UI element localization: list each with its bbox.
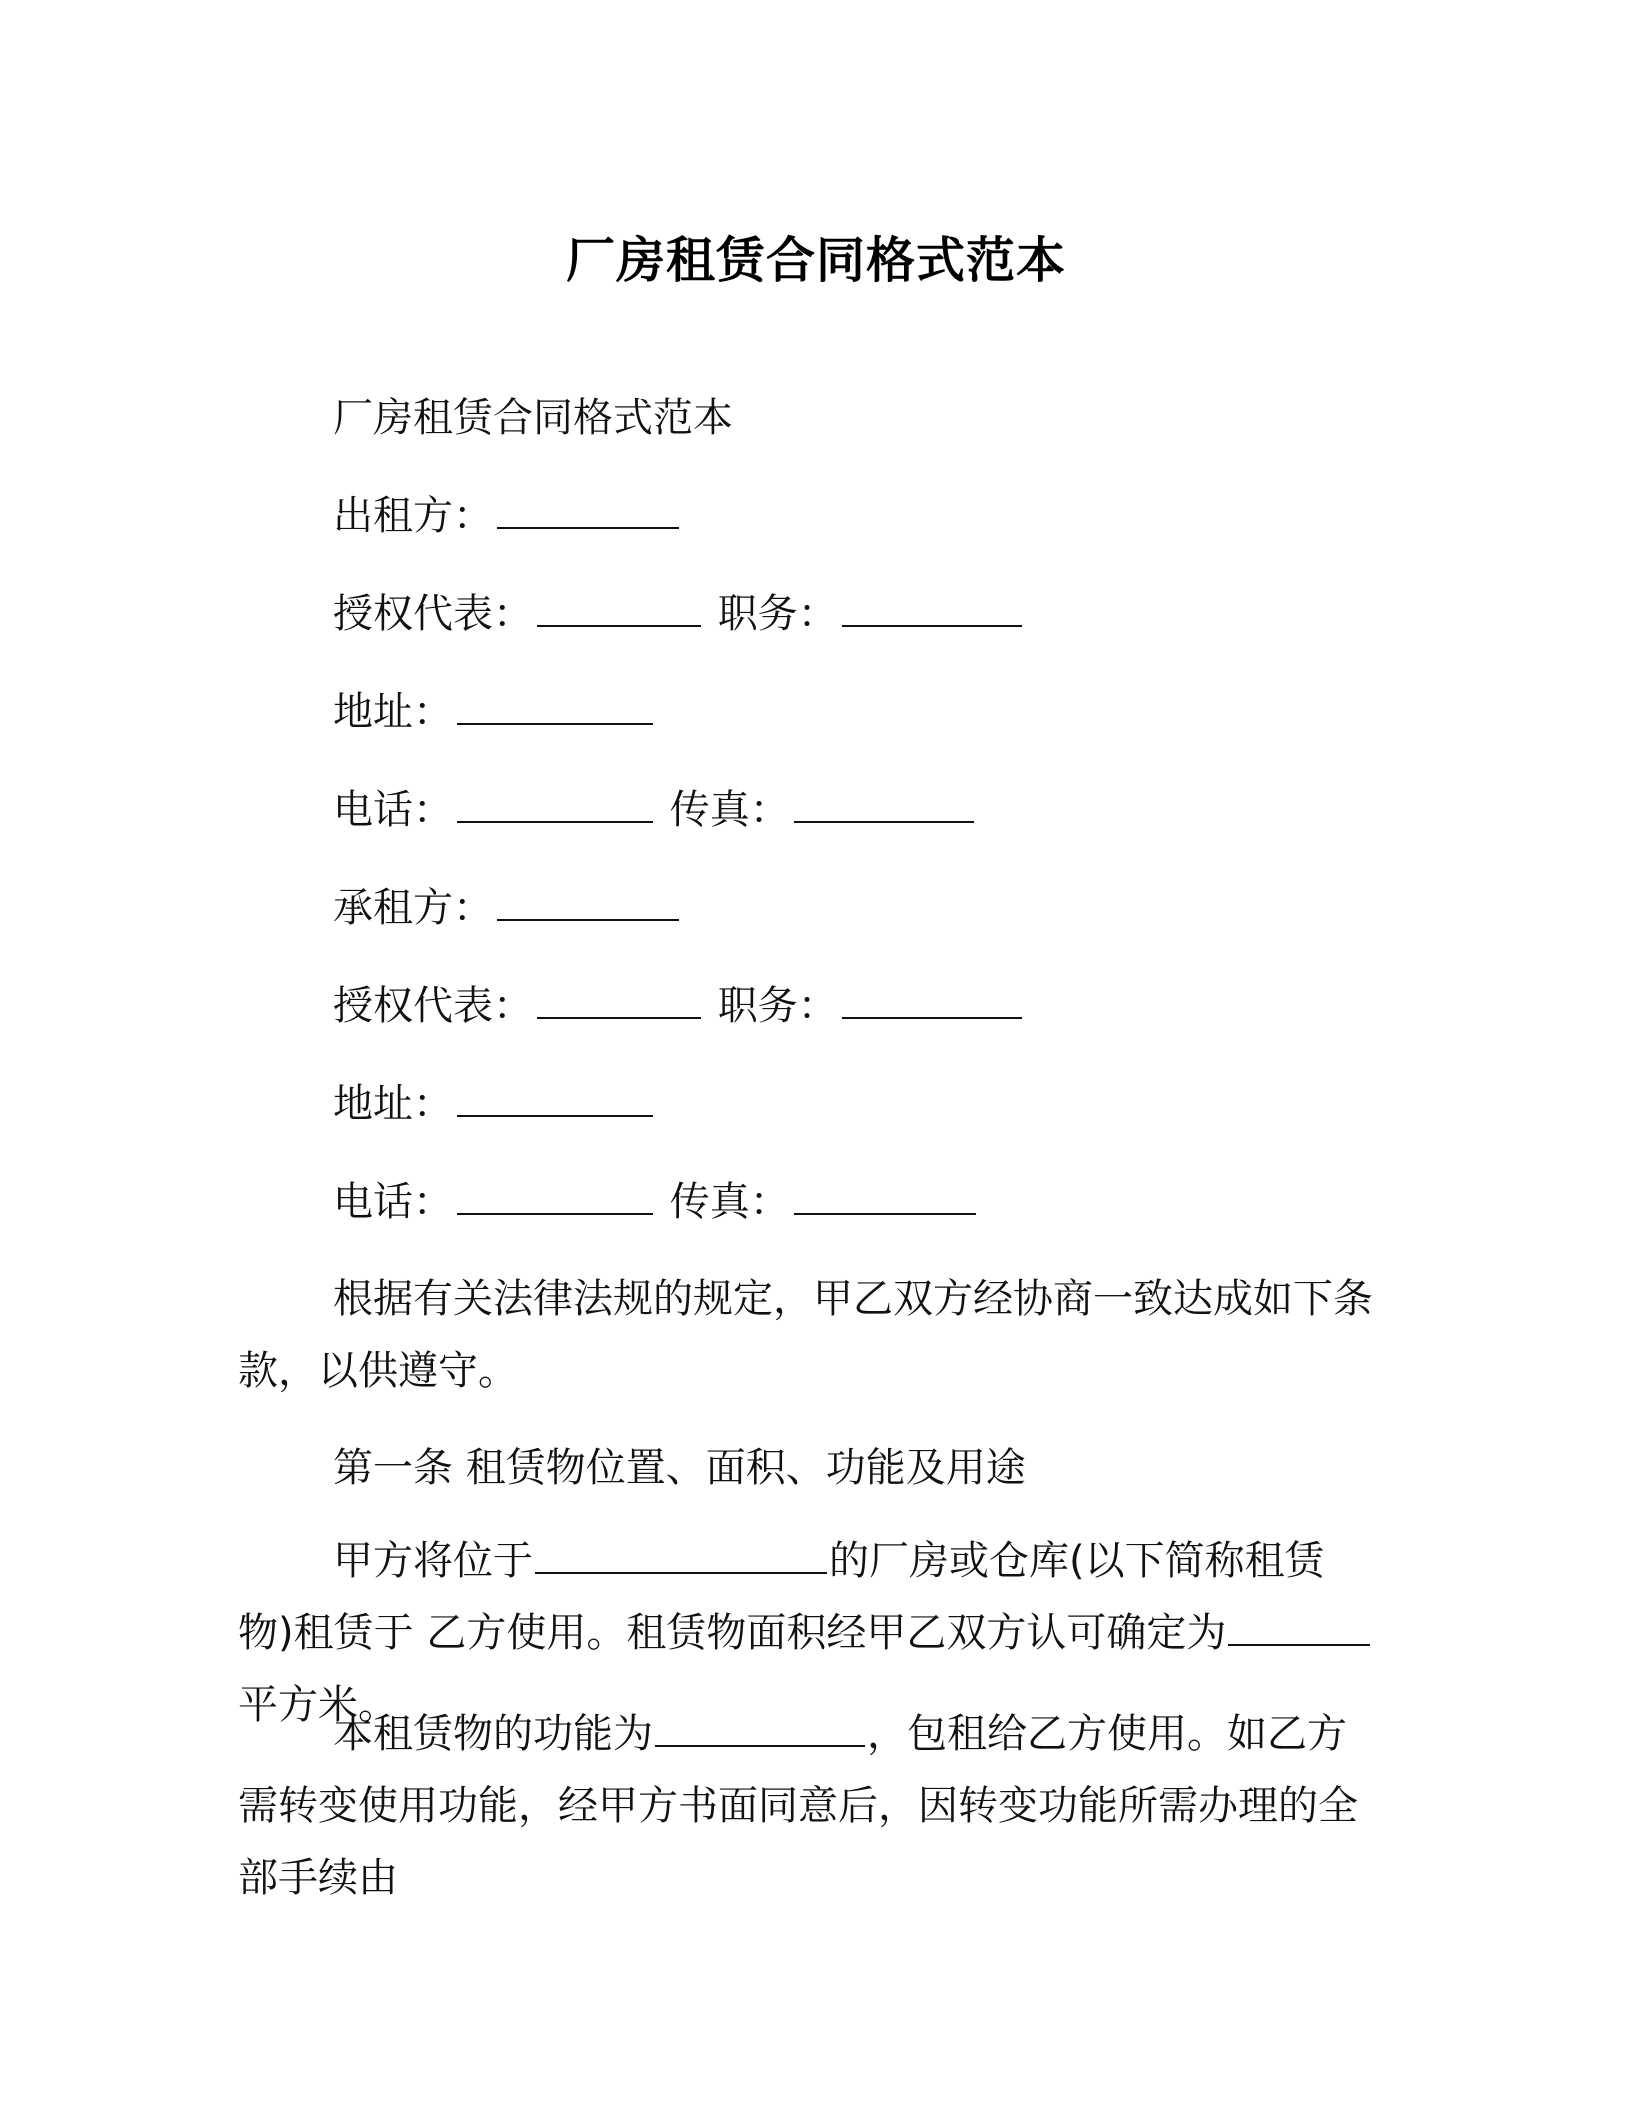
article1-paragraph-2 — [238, 1698, 1378, 1914]
p2-text-1: 本租赁物的功能为 — [333, 1711, 653, 1757]
lessor-name-label: 出租方： — [333, 493, 493, 539]
document-title: 厂房租赁合同格式范本 — [565, 232, 1066, 289]
function-blank[interactable] — [655, 1707, 865, 1747]
lessee-address-label: 地址： — [333, 1081, 453, 1127]
lessee-rep-blank[interactable] — [537, 977, 701, 1019]
p1-text-1: 甲方将位于 — [333, 1538, 533, 1584]
lessor-rep-label: 授权代表： — [333, 591, 533, 637]
p1-text-3: 平方米。 — [238, 1682, 398, 1728]
lessor-phone-blank[interactable] — [457, 781, 653, 823]
lessor-fax-label: 传真： — [669, 787, 790, 833]
lessee-address-line — [333, 1075, 657, 1132]
lessor-rep-line — [333, 585, 1026, 642]
lessee-position-label: 职务： — [717, 983, 838, 1029]
article1-heading: 第一条 租赁物位置、面积、功能及用途 — [333, 1445, 1026, 1491]
lessor-address-blank[interactable] — [457, 683, 653, 725]
location-blank[interactable] — [535, 1534, 827, 1574]
lessee-name-blank[interactable] — [497, 879, 679, 921]
p1-text-2: 的厂房或仓库(以下简称租赁物)租赁于 乙方使用。租赁物面积经甲乙双方认可确定为 — [238, 1538, 1325, 1656]
subtitle-line — [333, 390, 733, 446]
lessor-phone-label: 电话： — [333, 787, 453, 833]
lessor-fax-blank[interactable] — [794, 781, 974, 823]
lessee-fax-blank[interactable] — [794, 1173, 976, 1215]
subtitle: 厂房租赁合同格式范本 — [333, 395, 733, 441]
lessor-name-line — [333, 487, 683, 544]
article1-heading-line — [333, 1440, 1026, 1496]
lessee-phone-blank[interactable] — [457, 1173, 653, 1215]
lessee-fax-label: 传真： — [669, 1179, 790, 1225]
lessor-address-line — [333, 683, 657, 740]
lessor-position-label: 职务： — [717, 591, 838, 637]
lessee-rep-label: 授权代表： — [333, 983, 533, 1029]
lessee-address-blank[interactable] — [457, 1075, 653, 1117]
lessor-name-blank[interactable] — [497, 487, 679, 529]
lessee-name-label: 承租方： — [333, 885, 493, 931]
lessor-phone-line — [333, 781, 978, 838]
lessor-address-label: 地址： — [333, 689, 453, 735]
lessor-rep-blank[interactable] — [537, 585, 701, 627]
lessee-position-blank[interactable] — [842, 977, 1022, 1019]
lessor-position-blank[interactable] — [842, 585, 1022, 627]
p2-text-2: ，包租给乙方使用。如乙方需转变使用功能，经甲方书面同意后，因转变功能所需办理的全部手续由 — [238, 1711, 1358, 1901]
intro-paragraph: 根据有关法律法规的规定，甲乙双方经协商一致达成如下条款，以供遵守。 — [238, 1276, 1373, 1394]
lessee-rep-line — [333, 977, 1026, 1034]
lessee-name-line — [333, 879, 683, 936]
area-blank[interactable] — [1228, 1606, 1370, 1646]
lessee-phone-label: 电话： — [333, 1179, 453, 1225]
lessee-phone-line — [333, 1173, 980, 1230]
